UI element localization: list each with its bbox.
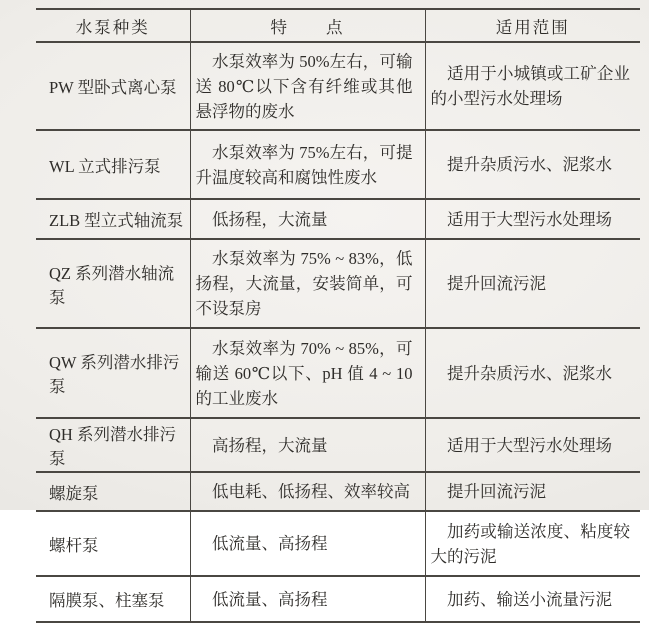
- column-header-features: 特 点: [190, 9, 425, 42]
- table-row: [36, 130, 640, 199]
- features-cell: 低电耗、低扬程、效率较高: [190, 472, 425, 511]
- pump-type-cell: QZ 系列潜水轴流泵: [36, 239, 190, 328]
- pump-type-cell: WL 立式排污泵: [36, 130, 190, 199]
- pump-type-cell: QW 系列潜水排污泵: [36, 328, 190, 418]
- features-cell: 水泵效率为 75% ~ 83%，低扬程，大流量，安装简单，可不设泵房: [190, 239, 425, 328]
- table-row: [36, 511, 640, 576]
- scope-cell: 提升回流污泥: [425, 239, 640, 328]
- table-row: [36, 42, 640, 130]
- table-row: [36, 328, 640, 418]
- features-cell: 低流量、高扬程: [190, 511, 425, 576]
- scope-cell: 加药、输送小流量污泥: [425, 576, 640, 622]
- pump-type-cell: PW 型卧式离心泵: [36, 42, 190, 130]
- scope-cell: 适用于大型污水处理场: [425, 199, 640, 239]
- pump-type-cell: 隔膜泵、柱塞泵: [36, 576, 190, 622]
- pump-type-cell: ZLB 型立式轴流泵: [36, 199, 190, 239]
- pump-type-cell: 螺旋泵: [36, 472, 190, 511]
- scope-cell: 提升回流污泥: [425, 472, 640, 511]
- scope-cell: 适用于小城镇或工矿企业的小型污水处理场: [425, 42, 640, 130]
- features-cell: 水泵效率为 50%左右，可输送 80℃以下含有纤维或其他悬浮物的废水: [190, 42, 425, 130]
- scope-cell: 加药或输送浓度、粘度较大的污泥: [425, 511, 640, 576]
- table-row: [36, 472, 640, 511]
- pump-type-cell: 螺杆泵: [36, 511, 190, 576]
- features-cell: 水泵效率为 75%左右，可提升温度较高和腐蚀性废水: [190, 130, 425, 199]
- features-cell: 低流量、高扬程: [190, 576, 425, 622]
- column-header-scope: 适用范围: [425, 9, 640, 42]
- scope-cell: 提升杂质污水、泥浆水: [425, 328, 640, 418]
- table-row: [36, 418, 640, 472]
- table-row: [36, 576, 640, 622]
- column-header-pump-type: 水泵种类: [36, 9, 190, 42]
- pump-type-cell: QH 系列潜水排污泵: [36, 418, 190, 472]
- table-header-row: [36, 9, 640, 42]
- features-cell: 高扬程，大流量: [190, 418, 425, 472]
- table-row: [36, 199, 640, 239]
- features-cell: 水泵效率为 70% ~ 85%，可输送 60℃以下、pH 值 4 ~ 10 的工业废水: [190, 328, 425, 418]
- table-row: [36, 239, 640, 328]
- pump-selection-table: [36, 8, 640, 623]
- features-cell: 低扬程，大流量: [190, 199, 425, 239]
- scope-cell: 提升杂质污水、泥浆水: [425, 130, 640, 199]
- scope-cell: 适用于大型污水处理场: [425, 418, 640, 472]
